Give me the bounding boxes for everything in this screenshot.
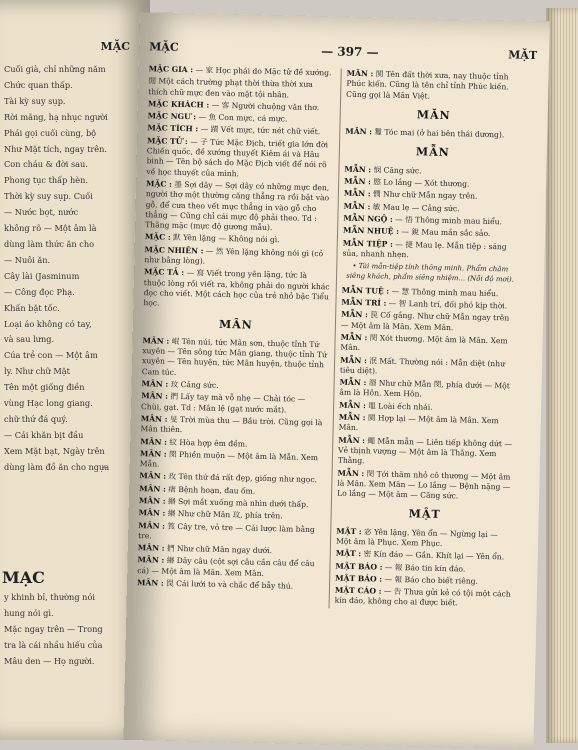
entry-definition: 旻 Trời mùa thu — Bầu trời. Cũng gọi là Mân thiên. — [140, 414, 323, 435]
entry-headword: MÂN : — [140, 436, 168, 447]
dictionary-entry — [140, 449, 326, 474]
entry-headword: MÂN : — [136, 578, 164, 588]
entry-headword: MẪN : — [344, 176, 371, 187]
left-page-line: Cây lài (Jasminum — [4, 270, 80, 281]
left-page-line: Phong tục thấp hèn. — [4, 175, 88, 186]
entry-definition: — 報 Báo tin kín đáo. — [384, 562, 466, 574]
dictionary-entry — [137, 556, 323, 581]
entry-headword: MẪN : — [337, 468, 365, 478]
header-left-guideword: MẶC — [149, 40, 179, 54]
left-page-line: dùng làm thức ăn cho — [4, 238, 95, 249]
entry-definition: 墨 Sợi dây — Sợi dây có những mực đen, người thợ một thường căng thẳng ra rồi bật vào gỗ, để cưa theo vết mực thẳng in vào gỗ cho thẳng — Cũng chỉ cái mực độ phải theo. Td : Thằng mặc (mực độ gương mẫu). — [145, 179, 330, 233]
entry-headword: MÂN : — [142, 335, 170, 346]
entry-definition: 閔 Phiền muộn — Một âm là Mẫn. Xem Mẫn. — [139, 449, 319, 469]
dictionary-entry — [335, 586, 511, 611]
entry-headword: MẶC TÍCH : — [147, 123, 199, 134]
entry-headword: MẪN : — [343, 189, 371, 199]
left-page-line: — Nước bọt, nước — [4, 207, 79, 218]
entry-definition: — 家 Học phái do Mặc tử đề xướng. — [195, 65, 332, 78]
entry-headword: MẬT CÁO : — [334, 585, 382, 596]
entry-definition: — 魚 Con mực, cá mực. — [198, 112, 288, 124]
entry-definition: 閔 Tới thăm nhỏ cô thương — Một âm là Mân. Xem Mân — Lo lắng — Bệnh nặng — Lo lắng — Một âm — Căng sức. — [337, 468, 511, 501]
entry-headword: MÂN : — [137, 555, 165, 566]
left-page-header: MẶC — [100, 40, 130, 53]
entry-definition: 捫 Lấy tay mà vỗ nhẹ — Chải tóc — Chùi, gạt. Td : Mân lệ (gạt nước mắt). — [140, 392, 306, 415]
entry-definition: 宓 Yên lặng. Yên ổn — Ngừng lại — Một âm là Phục. Xem Phục. — [335, 526, 498, 548]
entry-definition: 岷 Tên núi, tức Mân sơn, thuộc tỉnh Tứ xuyên — Tên sông tức Mân giang, thuộc tỉnh Tứ xuyên — Tên huyện, tức Mân huyện, thuộc tỉnh Cam túc. — [141, 336, 328, 377]
dictionary-entry — [342, 238, 518, 263]
left-page-line: Xem Mặt bạt, Ngày trên — [4, 445, 105, 456]
entry-definition: 筤 Cây tre, vỏ tre — Cái lược làm bằng tre. — [138, 521, 315, 541]
left-page-line: Loại áo không có tay, — [4, 318, 92, 329]
entry-headword: MẶC NHIÊN : — [144, 244, 204, 256]
dictionary-entry — [341, 310, 517, 335]
left-page-lines-2 — [4, 590, 134, 670]
dictionary-entry — [338, 435, 515, 470]
book-page-edge — [546, 8, 578, 743]
section-heading-mat: MẬT — [408, 507, 441, 522]
entry-headword: MẪN : — [338, 412, 366, 423]
entry-definition: 悯 Căng sức. — [373, 165, 422, 176]
entry-headword: MẶC NGƯ : — [147, 111, 197, 122]
entry-headword: MÂN : — [139, 471, 167, 482]
left-page-line: Như Mặt tích, ngay trên. — [4, 143, 107, 154]
entry-list — [143, 64, 334, 313]
entry-headword: MẪN : — [338, 435, 366, 445]
entry-headword: MÂN : — [141, 379, 169, 389]
entry-definition: 緡 Như chữ Mân 玟, phía trên. — [167, 509, 283, 521]
dictionary-entry — [346, 69, 523, 104]
left-page-line: và sau lưng. — [4, 334, 55, 345]
left-page-line: vùng Hạc long giang. — [4, 398, 93, 409]
dictionary-entry — [340, 333, 516, 358]
entry-definition: — 銳 Mau mắn sắc sảo. — [401, 227, 491, 239]
entry-definition: 閩 Tên đất thời xưa, nay thuộc tỉnh Phúc kiến. Cũng là tên chỉ tỉnh Phúc kiến. Cũng gọi là Mân Việt. — [346, 69, 509, 101]
dictionary-entry — [144, 245, 330, 270]
entry-definition: 笢 Cố gắng. Như chữ Mẫn ngay trên — Một âm là Mân. Xem Mân. — [340, 310, 510, 332]
entry-definition: — 然 Yên lặng không nói gì (cỏ như bằng lòng). — [144, 246, 324, 266]
entry-headword: MÂN : — [138, 508, 166, 518]
entry-headword: MẪN : — [339, 377, 367, 388]
entry-headword: MẪN TIỆP : — [342, 238, 393, 249]
left-page-line: Thời kỳ suy sụp. Cuối — [4, 191, 93, 202]
dictionary-entry — [337, 468, 514, 503]
column-left — [137, 64, 335, 594]
entry-headword: MẬT : — [336, 526, 362, 536]
entry-headword: MÂN : — [139, 448, 167, 459]
entry-definition: 密 Kín đáo — Gần. Khít lại — Yên ổn. — [363, 549, 505, 562]
entry-definition: 閩 Hợp lại — Một âm là Mân. Xem Mân. — [338, 413, 499, 433]
left-page-line: chữ thứ đá quý. — [4, 413, 68, 424]
entry-headword: MẶC : — [144, 232, 171, 243]
entry-definition: — 告 Thưa gửi kẻ có tội một cách kín đáo, không cho ai được biết. — [334, 586, 511, 608]
entry-headword: MẶC KHÁCH : — [147, 99, 210, 110]
entry-headword: MẪN TRÍ : — [341, 297, 387, 308]
entry-headword: MẪN : — [341, 309, 368, 320]
entry-definition: 繩 Mẫn mẫn — Liên tiếp không dứt — Vẻ thịnh vượng — Một âm là Thằng. Xem Thằng. — [337, 435, 513, 466]
entry-definition: 閒 Một cách trường phạt thời thừa thời xưa thích chữ mực đen vào mặt tội nhân. — [148, 76, 313, 99]
entry-definition: 玫 Tên thứ đá rất đẹp, giống như ngọc. — [168, 472, 318, 485]
column-right — [329, 69, 523, 613]
entry-definition: — 客 Người chuộng văn thơ. — [211, 100, 320, 112]
left-page-line: — Nuôi ăn. — [4, 254, 51, 265]
entry-list — [345, 127, 521, 141]
entry-list — [335, 526, 513, 610]
entry-definition: — 子 Tức Mặc Địch, triết gia lớn đời Chiến quốc, đề xướng thuyết Kiêm ái và Hâu binh — Tên bộ sách do Mặc Địch viết để nói rõ về học thuyết của mình. — [146, 136, 329, 178]
entry-definition: 愍 Lo lắng — Xót thương. — [373, 177, 470, 189]
entry-definition: 敏 Mau lẹ — Cảng sức. — [372, 202, 460, 213]
entry-definition: — 報 Báo cho biết riêng. — [384, 574, 479, 586]
dictionary-entry — [138, 521, 324, 546]
entry-definition: 玟 Cảng sức. — [170, 379, 219, 390]
entry-headword: MẶC : — [146, 179, 172, 189]
left-page-line: Mâu den — Họ người. — [4, 655, 95, 666]
left-page-line: — Cái khăn bịt đầu — [4, 429, 84, 440]
dictionary-entry — [142, 336, 329, 381]
left-page-line: hung nói gì. — [4, 607, 54, 618]
entry-definition: 罠 Cái lưới to và chắc để bẫy thú. — [166, 578, 294, 591]
entry-definition: 泯 Mất. Thường nói : Mẫn diệt (như tiêu diệt). — [339, 355, 506, 376]
entry-headword: MẬT : — [335, 548, 362, 559]
entry-definition: 黽 Loài ếch nhái. — [368, 400, 433, 412]
entry-headword: MẶC TẢ : — [144, 267, 185, 278]
entry-definition: 鬘 Tóc mai (ở hai bên thái dương). — [374, 127, 505, 140]
left-page-line: Cuối già, chỉ những năm — [4, 64, 106, 74]
entry-headword: MẬT BÁO : — [335, 573, 383, 584]
entry-definition: 紋 Hòa hợp êm đềm. — [169, 437, 248, 449]
left-page-line: Tài kỳ suy sụp. — [4, 95, 66, 106]
left-page-line: tra là cái nhầu hiếu của — [4, 639, 103, 650]
section-heading-man-2: MĂN — [416, 108, 451, 122]
left-page-lines — [4, 62, 134, 476]
entry-headword: MÂN : — [138, 496, 166, 506]
entry-definition: 緡 Sợi mắt xuống mà nhìn dưới thấp. — [167, 496, 309, 509]
left-page-line: Rời mãng, hạ nhục người — [4, 111, 108, 122]
entry-headword: MẬT BÁO : — [335, 561, 383, 572]
entry-headword: MĂN : — [345, 126, 373, 137]
dictionary-entry — [145, 179, 332, 235]
page-number: — 397 — — [321, 44, 379, 60]
entry-headword: MÂN : — [138, 520, 166, 531]
entry-headword: MẪN : — [340, 332, 368, 343]
entry-definition: 瘏 Bệnh hoạn, đau ốm. — [168, 484, 256, 496]
dictionary-entry — [141, 391, 327, 416]
dictionary-entry — [336, 526, 512, 551]
left-page-line: y khinh bỉ, thường nói — [4, 592, 95, 602]
dictionary-entry — [146, 136, 333, 181]
dictionary-entry — [140, 414, 326, 439]
left-page-line: dùng làm đồ ăn cho ngựa — [4, 461, 110, 472]
entry-headword: MẶC TỬ : — [146, 135, 188, 146]
left-page-line: Con cháu & đời sau. — [4, 159, 88, 170]
entry-definition: — 寫 Viết trong yên lặng, tức là thuộc lòng rồi viết ra, không phải do người khác đọc cho viết. Một cách học của trẻ nhỏ bậc Tiểu học. — [143, 268, 330, 308]
dictionary-entry — [338, 413, 514, 438]
header-right-guideword: MẶT — [508, 48, 538, 63]
left-page-line: không rõ — Một âm là — [4, 223, 97, 234]
entry-headword: MÂN : — [139, 483, 166, 494]
section-heading-man-3: MẪN — [415, 145, 450, 160]
entry-headword: MẪN : — [344, 164, 372, 175]
entry-definition: — 蹟 Vết mực, tức nét chữ viết. — [200, 124, 321, 137]
entry-definition: — 悟 Thông minh mau hiểu. — [395, 214, 503, 227]
left-page-line: — Công đọc Phạ. — [4, 286, 75, 297]
entry-definition: 閔 Xót thương. Một âm là Mân. Xem Mân. — [340, 333, 508, 353]
entry-definition: — 智 Lanh trí, đối phó kịp thời. — [388, 298, 508, 311]
entry-list — [337, 285, 518, 503]
entry-headword: MẪN NGỘ : — [343, 213, 393, 224]
dictionary-entry — [148, 77, 334, 102]
entry-list — [342, 164, 520, 262]
entry-headword: MÂN : — [137, 543, 165, 553]
entry-list — [346, 69, 523, 104]
dictionary-entry — [143, 268, 330, 313]
entry-definition: — 捷 Mau lẹ. Mẫn tiệp : sáng sủa, nhanh nhẹn. — [342, 239, 507, 260]
entry-headword: MÂN : — [140, 414, 168, 424]
left-page-line: ly. Như chữ Mặt — [4, 366, 70, 377]
left-page-line: Mặc ngay trên — Trong — [4, 623, 103, 634]
dictionary-page — [123, 12, 549, 749]
entry-definition: 捫 Như chữ Mân ngay dưới. — [166, 543, 273, 556]
section-heading-man: MÂN — [218, 317, 253, 332]
entry-headword: MẪN : — [339, 400, 366, 410]
dictionary-entry — [345, 127, 521, 141]
left-page-line: Chức quan thấp. — [4, 79, 73, 90]
entry-definition: 憫 Như chữ Mẫn ngay trên. — [372, 189, 478, 202]
left-page-line: Tên một giống điền — [4, 382, 85, 393]
usage-note: • Tài mẫn-tiệp tính thông minh. Phẩm chăm siêng khách, phẩm siêng nhiệm... (Nỗi độ mơi). — [346, 262, 515, 285]
entry-headword: MẪN NHUỆ : — [342, 225, 400, 237]
dictionary-entry — [137, 578, 323, 593]
entry-headword: MẪN : — [343, 201, 371, 211]
entry-headword: MẪN TUỆ : — [341, 285, 390, 296]
left-page-line: Cúa trẻ con — Một âm — [4, 350, 98, 361]
entry-headword: MẪN : — [340, 355, 367, 365]
entry-definition: 湣 Như chữ Mẫn 閔, phía dưới — Một âm là Hôn. Xem Hôn. — [339, 378, 510, 399]
left-page-line: Phái gọi cuối cùng, bộ — [4, 127, 97, 138]
entry-definition: — 慧 Thông minh mau hiểu. — [391, 286, 499, 298]
entry-headword: MÂN : — [346, 68, 374, 79]
dictionary-entry — [340, 355, 516, 380]
entry-definition: 默 Yên lặng — Không nói gì. — [173, 233, 280, 245]
entry-definition: 緡 Dây câu (cột sợi câu cần câu để câu cá) — Một âm là Mân. Xem Mân. — [137, 556, 315, 578]
entry-headword: MẶC GIA : — [148, 64, 194, 75]
dictionary-entry — [339, 378, 515, 403]
left-page-line: Khấn bặt tốc. — [4, 302, 60, 313]
entry-list — [137, 336, 329, 593]
entry-headword: MÂN : — [141, 391, 169, 402]
left-page-heading: MẠC — [2, 568, 45, 587]
